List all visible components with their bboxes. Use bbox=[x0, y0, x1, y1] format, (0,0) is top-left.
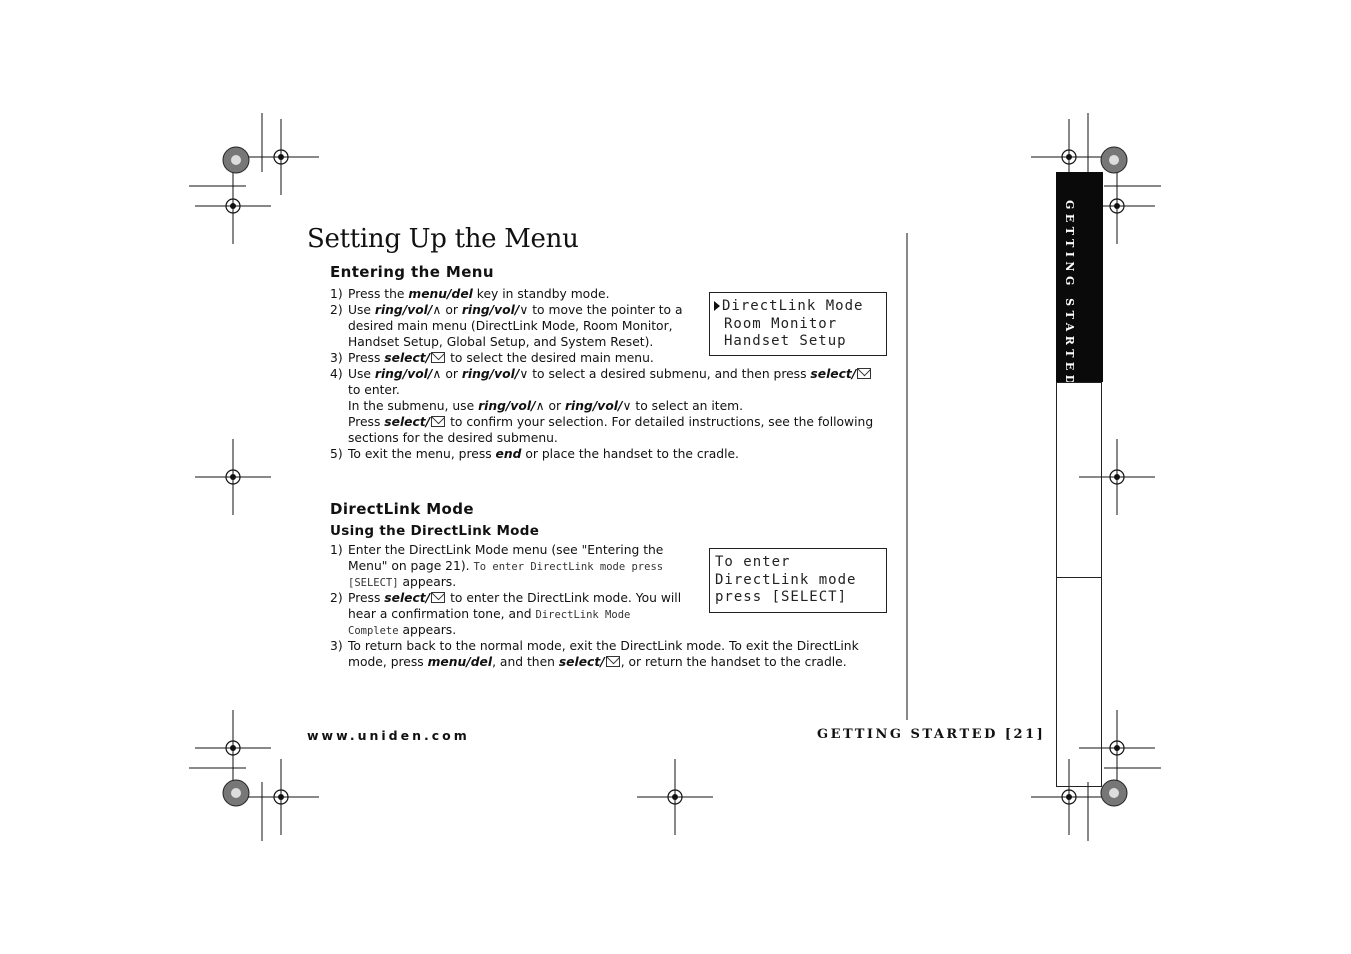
envelope-icon bbox=[431, 352, 445, 363]
envelope-icon bbox=[431, 416, 445, 427]
up-arrow-icon: ∧ bbox=[432, 303, 442, 317]
pointer-icon bbox=[714, 301, 720, 311]
side-box-middle bbox=[1056, 382, 1102, 578]
footer-website: www.uniden.com bbox=[307, 728, 470, 743]
up-arrow-icon: ∧ bbox=[535, 399, 545, 413]
envelope-icon bbox=[606, 656, 620, 667]
up-arrow-icon: ∧ bbox=[432, 367, 442, 381]
lcd-display-directlink: To enter DirectLink mode press [SELECT] bbox=[709, 548, 887, 613]
side-tab-label: GETTING STARTED bbox=[1063, 200, 1076, 389]
down-arrow-icon: ∨ bbox=[519, 367, 529, 381]
envelope-icon bbox=[857, 368, 871, 379]
subsection-heading: Using the DirectLink Mode bbox=[330, 523, 540, 539]
envelope-icon bbox=[431, 592, 445, 603]
down-arrow-icon: ∨ bbox=[622, 399, 632, 413]
down-arrow-icon: ∨ bbox=[519, 303, 529, 317]
section-heading-directlink: DirectLink Mode bbox=[330, 500, 474, 518]
footer-page-number: GETTING STARTED [21] bbox=[817, 727, 1046, 742]
lcd-display-menu: DirectLink Mode Room Monitor Handset Setup bbox=[709, 292, 887, 356]
section-heading-entering: Entering the Menu bbox=[330, 263, 494, 281]
side-box-bottom bbox=[1056, 577, 1102, 787]
page-title: Setting Up the Menu bbox=[307, 224, 579, 254]
